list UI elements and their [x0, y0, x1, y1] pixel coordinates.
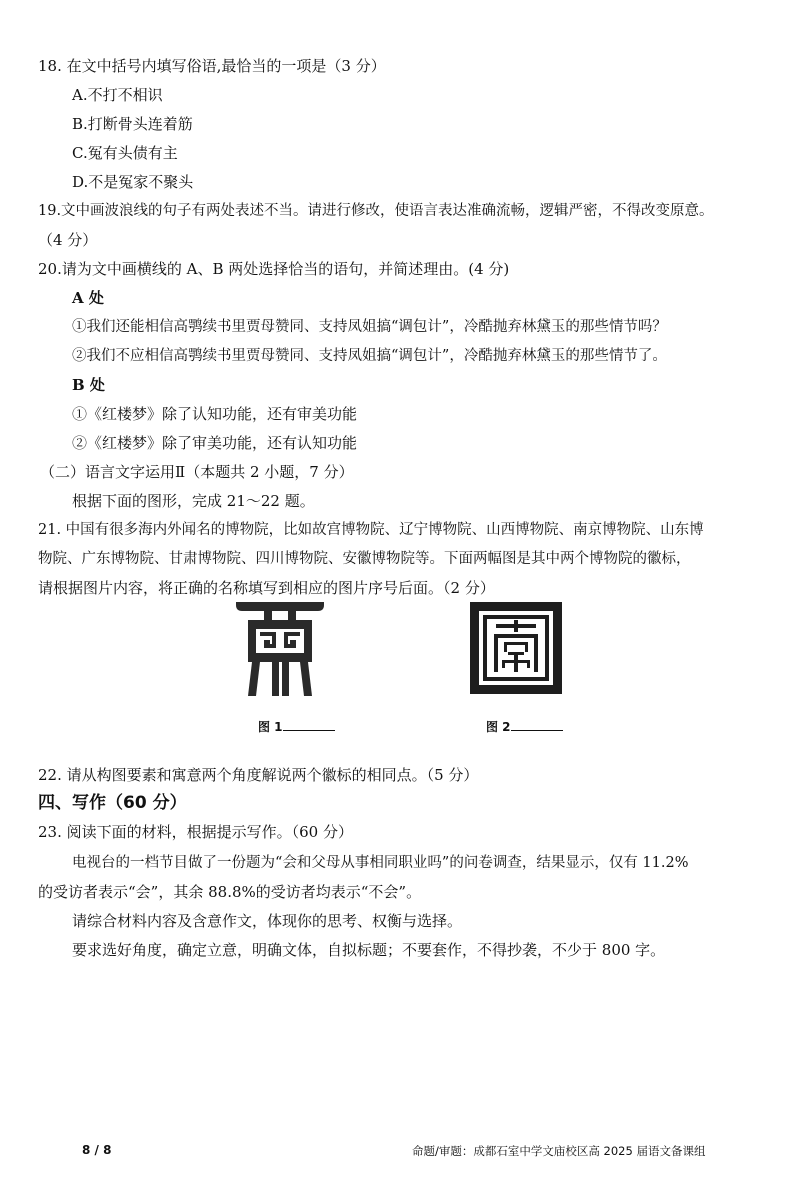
figure1-label: 图 1 [258, 720, 283, 734]
q18-option-b: B.打断骨头连着筋 [72, 115, 193, 133]
q18-option-d: D.不是冤家不聚头 [72, 173, 194, 191]
q20-b-label: B 处 [72, 376, 105, 394]
footer-credit: 命题/审题：成都石室中学文庙校区高 2025 届语文备课组 [412, 1144, 706, 1158]
q21-line3: 请根据图片内容，将正确的名称填写到相应的图片序号后面。（2 分） [38, 579, 495, 597]
q19-line2: （4 分） [38, 231, 98, 249]
figure1-answer-blank[interactable] [283, 718, 335, 731]
figure2-caption [486, 718, 563, 735]
q21-line1: 21. 中国有很多海内外闻名的博物院，比如故宫博物院、辽宁博物院、山西博物院、南京博物院、山东博 [38, 522, 704, 538]
q19-line1: 19.文中画波浪线的句子有两处表述不当。请进行修改，使语言表达准确流畅，逻辑严密，不得改变原意。 [38, 203, 714, 219]
q23-prompt-line2: 要求选好角度，确定立意，明确文体，自拟标题；不要套作，不得抄袭，不少于 800 字。 [72, 941, 666, 959]
q20-a-option2: ②我们不应相信高鹗续书里贾母赞同、支持凤姐搞“调包计”，冷酷抛弃林黛玉的那些情节了。 [72, 348, 667, 364]
figure2-label: 图 2 [486, 720, 511, 734]
shanxi-museum-emblem-icon [234, 598, 326, 700]
q20-a-label: A 处 [72, 289, 104, 307]
q20-b-option2: ②《红楼梦》除了审美功能，还有认知功能 [72, 434, 358, 452]
figure1-caption [258, 718, 335, 735]
q23-material-line1: 电视台的一档节目做了一份题为“会和父母从事相同职业吗”的问卷调查，结果显示，仅有 11.2% [72, 855, 689, 871]
q20-a-option1: ①我们还能相信高鹗续书里贾母赞同、支持凤姐搞“调包计”，冷酷抛弃林黛玉的那些情节吗？ [72, 319, 667, 335]
section2-heading: （二）语言文字运用Ⅱ（本题共 2 小题，7 分） [40, 463, 354, 481]
q23-prompt-line1: 请综合材料内容及含意作文，体现你的思考、权衡与选择。 [72, 912, 463, 930]
q23-stem: 23. 阅读下面的材料，根据提示写作。（60 分） [38, 823, 353, 841]
q18-option-a: A.不打不相识 [72, 86, 163, 104]
section2-intro: 根据下面的图形，完成 21～22 题。 [72, 492, 315, 510]
q20-stem: 20.请为文中画横线的 A、B 两处选择恰当的语句，并简述理由。(4 分) [38, 260, 510, 278]
q21-line2: 物院、广东博物院、甘肃博物院、四川博物院、安徽博物院等。下面两幅图是其中两个博物院的徽标， [38, 551, 691, 567]
figure2-answer-blank[interactable] [511, 718, 563, 731]
page-number: 8 / 8 [82, 1143, 112, 1157]
q20-b-option1: ①《红楼梦》除了认知功能，还有审美功能 [72, 405, 358, 423]
q23-material-line2: 的受访者表示“会”，其余 88.8%的受访者均表示“不会”。 [38, 883, 422, 901]
q22-stem: 22. 请从构图要素和寓意两个角度解说两个徽标的相同点。（5 分） [38, 766, 479, 784]
q18-stem: 18. 在文中括号内填写俗语,最恰当的一项是（3 分） [38, 57, 386, 75]
section4-heading: 四、写作（60 分） [38, 793, 187, 813]
q18-option-c: C.冤有头债有主 [72, 144, 178, 162]
nanjing-museum-emblem-icon [470, 602, 562, 694]
